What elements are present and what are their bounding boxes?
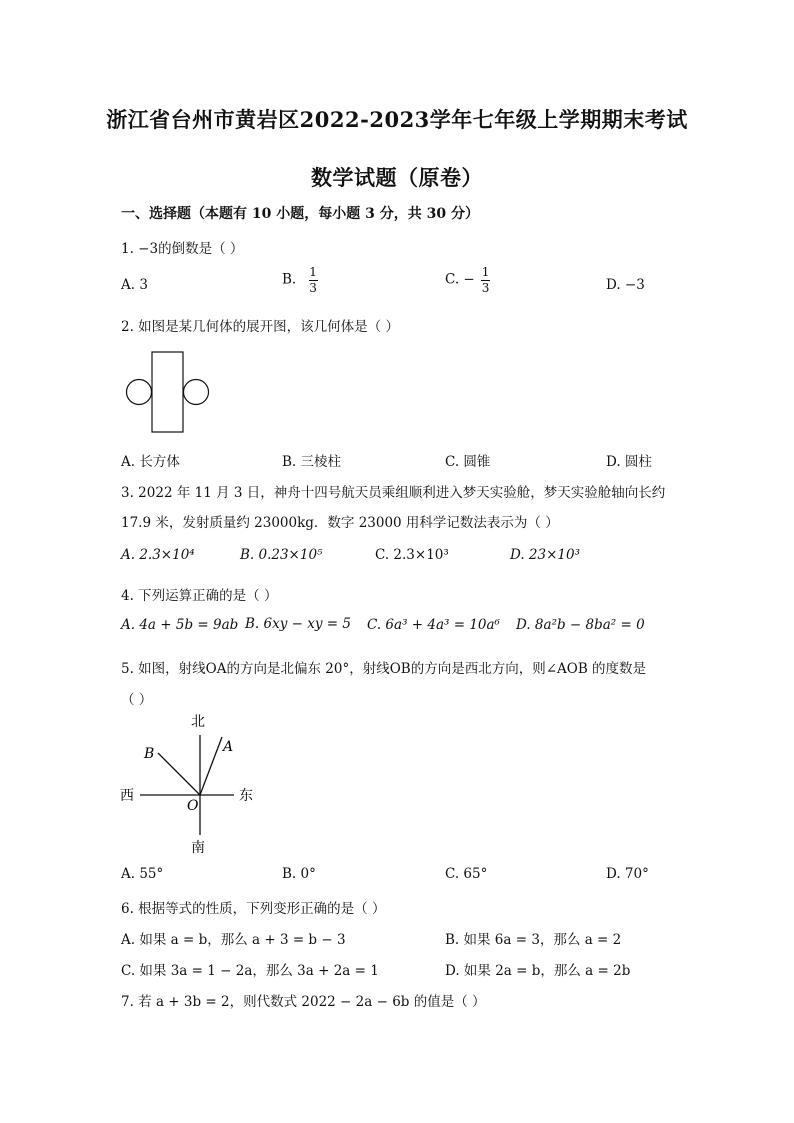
label-west: 西 bbox=[120, 788, 134, 804]
q4-option-b: B. 6xy − xy = 5 bbox=[245, 616, 351, 632]
net-rectangle bbox=[152, 352, 183, 432]
q2-stem: 2. 如图是某几何体的展开图，该几何体是（ ） bbox=[121, 319, 399, 335]
q6-option-a: A. 如果 a = b，那么 a + 3 = b − 3 bbox=[121, 932, 346, 948]
q3-option-b: B. 0.23×10⁵ bbox=[240, 547, 323, 563]
q1-option-c-fraction bbox=[481, 266, 490, 294]
net-right-circle bbox=[184, 380, 209, 405]
q5-option-c: C. 65° bbox=[445, 866, 488, 882]
q6-option-d: D. 如果 2a = b，那么 a = 2b bbox=[445, 963, 631, 979]
q3-stem-line1: 3. 2022 年 11 月 3 日，神舟十四号航天员乘组顺利进入梦天实验舱，梦天实验舱轴向长约 bbox=[121, 485, 666, 501]
q1-option-b-denominator: 3 bbox=[309, 280, 317, 295]
q4-option-d: D. 8a²b − 8ba² = 0 bbox=[516, 617, 645, 633]
q3-option-c: C. 2.3×10³ bbox=[375, 547, 449, 563]
q5-stem-line1: 5. 如图，射线OA的方向是北偏东 20°，射线OB的方向是西北方向，则∠AOB 的度数是 bbox=[121, 661, 647, 677]
q4-stem: 4. 下列运算正确的是（ ） bbox=[121, 588, 278, 604]
q1-option-b bbox=[282, 266, 318, 294]
label-point-b: B bbox=[144, 746, 155, 762]
q1-option-b-numerator: 1 bbox=[309, 265, 317, 279]
q1-option-b-fraction bbox=[309, 266, 318, 294]
section-heading: 一、选择题（本题有 10 小题，每小题 3 分，共 30 分） bbox=[121, 206, 479, 222]
q2-option-a: A. 长方体 bbox=[121, 454, 180, 470]
label-point-a: A bbox=[223, 739, 234, 755]
ray-ob bbox=[158, 753, 200, 795]
label-north: 北 bbox=[191, 714, 205, 730]
cylinder-net-figure bbox=[121, 348, 216, 436]
q2-option-b: B. 三棱柱 bbox=[282, 454, 342, 470]
q1-stem: 1. −3的倒数是（ ） bbox=[121, 241, 244, 257]
q1-option-c bbox=[445, 266, 490, 294]
ray-oa bbox=[200, 737, 222, 795]
document-title: 浙江省台州市黄岩区2022-2023学年七年级上学期期末考试 bbox=[106, 107, 688, 132]
q2-option-d: D. 圆柱 bbox=[606, 454, 652, 470]
q3-stem-line2: 17.9 米，发射质量约 23000kg．数字 23000 用科学记数法表示为（ ） bbox=[121, 515, 559, 531]
q5-option-a: A. 55° bbox=[121, 866, 164, 882]
q5-option-b: B. 0° bbox=[282, 866, 316, 882]
label-south: 南 bbox=[191, 840, 205, 856]
q4-option-c: C. 6a³ + 4a³ = 10a⁶ bbox=[367, 617, 500, 633]
q6-stem: 6. 根据等式的性质，下列变形正确的是（ ） bbox=[121, 901, 386, 917]
q3-option-a: A. 2.3×10⁴ bbox=[121, 547, 195, 563]
compass-direction-figure bbox=[110, 706, 270, 858]
q7-stem: 7. 若 a + 3b = 2，则代数式 2022 − 2a − 6b 的值是（ ） bbox=[121, 994, 486, 1010]
q1-option-c-numerator: 1 bbox=[481, 265, 490, 279]
q1-option-c-denominator: 3 bbox=[481, 280, 490, 295]
q3-option-d: D. 23×10³ bbox=[510, 547, 581, 563]
q6-option-b: B. 如果 6a = 3，那么 a = 2 bbox=[445, 932, 622, 948]
q1-option-b-label: B. bbox=[282, 271, 297, 288]
q5-stem-line2: （ ） bbox=[121, 692, 153, 708]
q1-option-a: A. 3 bbox=[121, 277, 148, 293]
q6-option-c: C. 如果 3a = 1 − 2a，那么 3a + 2a = 1 bbox=[121, 963, 379, 979]
q4-option-a: A. 4a + 5b = 9ab bbox=[121, 617, 239, 633]
label-east: 东 bbox=[239, 788, 253, 804]
q1-option-d: D. −3 bbox=[606, 277, 645, 293]
net-left-circle bbox=[127, 380, 152, 405]
label-point-o: O bbox=[187, 798, 199, 814]
q2-option-c: C. 圆锥 bbox=[445, 454, 491, 470]
document-subtitle: 数学试题（原卷） bbox=[311, 165, 483, 190]
q1-option-c-label: C. − bbox=[445, 271, 475, 288]
q5-option-d: D. 70° bbox=[606, 866, 649, 882]
